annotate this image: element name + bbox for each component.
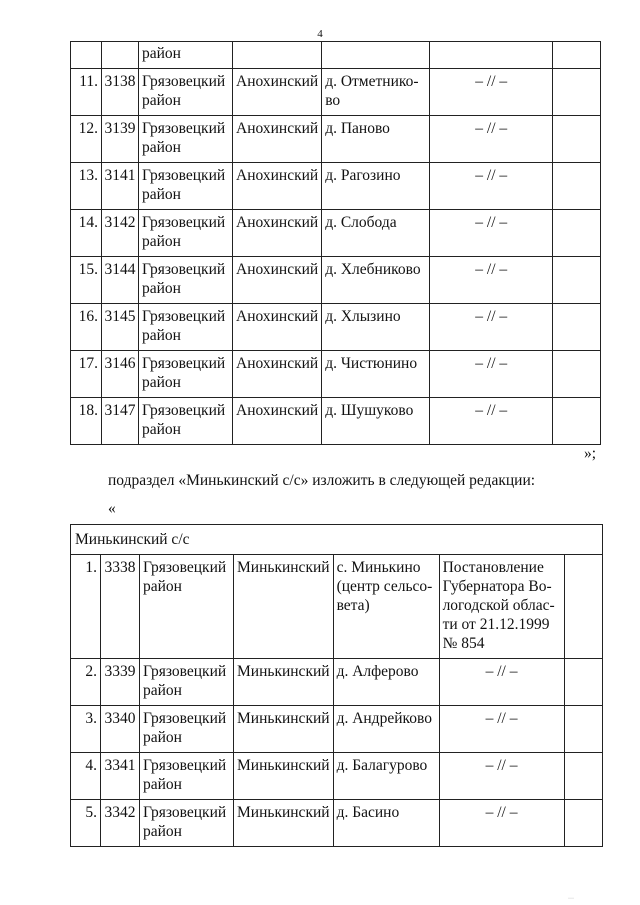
footer-mark: ···: [568, 896, 574, 902]
table-row: [71, 210, 601, 257]
cell-council: Минькинский: [234, 753, 334, 800]
opening-quote: «: [108, 500, 116, 517]
cell-doc: – // –: [430, 69, 553, 116]
settlements-table-minkinsky: [70, 524, 603, 847]
cell-council: Анохинский: [233, 351, 322, 398]
cell-name: д. Алферово: [333, 659, 439, 706]
cell-council: Анохинский: [233, 257, 322, 304]
cell-extra: [564, 706, 602, 753]
cell-doc: – // –: [439, 800, 564, 847]
cell-council: [233, 42, 322, 69]
cell-doc: – // –: [430, 304, 553, 351]
table-row: [71, 351, 601, 398]
cell-district: Грязовецкий район: [139, 69, 233, 116]
table-row-continuation: [71, 42, 601, 69]
cell-extra: [553, 42, 601, 69]
cell-num: 5.: [71, 800, 101, 847]
cell-code: 3339: [101, 659, 140, 706]
cell-council: Анохинский: [233, 69, 322, 116]
cell-district: Грязовецкий район: [139, 163, 233, 210]
cell-district: Грязовецкий район: [139, 304, 233, 351]
cell-name: д. Рагозино: [322, 163, 430, 210]
cell-extra: [553, 69, 601, 116]
cell-extra: [564, 800, 602, 847]
cell-num: 3.: [71, 706, 101, 753]
cell-district: Грязовецкий район: [139, 257, 233, 304]
cell-council: Анохинский: [233, 304, 322, 351]
cell-extra: [553, 210, 601, 257]
cell-name: д. Андрейково: [333, 706, 439, 753]
cell-extra: [553, 351, 601, 398]
cell-doc: – // –: [430, 116, 553, 163]
cell-doc: – // –: [430, 210, 553, 257]
cell-doc: – // –: [430, 351, 553, 398]
cell-council: Минькинский: [234, 555, 334, 659]
cell-name: д. Паново: [322, 116, 430, 163]
cell-council: Анохинский: [233, 398, 322, 445]
cell-doc: [430, 42, 553, 69]
cell-num: 13.: [71, 163, 102, 210]
table-row: [71, 257, 601, 304]
cell-extra: [553, 163, 601, 210]
cell-code: 3338: [101, 555, 140, 659]
cell-num: 15.: [71, 257, 102, 304]
cell-district: Грязовецкий район: [140, 753, 234, 800]
cell-extra: [564, 753, 602, 800]
cell-doc: – // –: [430, 398, 553, 445]
cell-num: 1.: [71, 555, 101, 659]
cell-num: 12.: [71, 116, 102, 163]
cell-num: 17.: [71, 351, 102, 398]
table-row: [71, 398, 601, 445]
cell-extra: [553, 304, 601, 351]
cell-extra: [564, 555, 602, 659]
section-title: Минькинский с/с: [71, 525, 603, 555]
cell-code: 3145: [102, 304, 139, 351]
table-row: [71, 800, 603, 847]
cell-extra: [553, 398, 601, 445]
table-row: [71, 753, 603, 800]
cell-num: 4.: [71, 753, 101, 800]
cell-code: 3342: [101, 800, 140, 847]
cell-code: 3144: [102, 257, 139, 304]
cell-name: д. Хлызино: [322, 304, 430, 351]
cell-district: Грязовецкий район: [139, 351, 233, 398]
cell-num: 14.: [71, 210, 102, 257]
table-row: [71, 659, 603, 706]
cell-council: Анохинский: [233, 116, 322, 163]
cell-code: 3141: [102, 163, 139, 210]
cell-extra: [553, 257, 601, 304]
cell-num: [71, 42, 102, 69]
cell-code: 3146: [102, 351, 139, 398]
cell-name: д. Хлебниково: [322, 257, 430, 304]
cell-code: 3341: [101, 753, 140, 800]
cell-name: д. Басино: [333, 800, 439, 847]
cell-council: Минькинский: [234, 706, 334, 753]
cell-code: 3340: [101, 706, 140, 753]
section-header-row: [71, 525, 603, 555]
cell-council: Анохинский: [233, 163, 322, 210]
cell-code: 3142: [102, 210, 139, 257]
cell-extra: [553, 116, 601, 163]
cell-code: 3138: [102, 69, 139, 116]
cell-num: 16.: [71, 304, 102, 351]
cell-council: Минькинский: [234, 800, 334, 847]
table-row: [71, 555, 603, 659]
cell-doc: – // –: [439, 706, 564, 753]
cell-name: д. Чистюнино: [322, 351, 430, 398]
cell-district: Грязовецкий район: [139, 210, 233, 257]
cell-name: д. Балагурово: [333, 753, 439, 800]
cell-code: 3147: [102, 398, 139, 445]
cell-extra: [564, 659, 602, 706]
page-number: 4: [317, 28, 323, 40]
cell-name: [322, 42, 430, 69]
instruction-text: подраздел «Минькинский с/с» изложить в следующей редакции:: [108, 472, 536, 489]
cell-district: Грязовецкий район: [140, 706, 234, 753]
cell-district: Грязовецкий район: [139, 116, 233, 163]
cell-council: Минькинский: [234, 659, 334, 706]
cell-num: 11.: [71, 69, 102, 116]
closing-quote: »;: [584, 445, 597, 462]
table-row: [71, 706, 603, 753]
cell-name: д. Слобода: [322, 210, 430, 257]
settlements-table-anokhinsky: [70, 41, 601, 445]
cell-name: д. Отметнико-во: [322, 69, 430, 116]
cell-doc: – // –: [430, 257, 553, 304]
table-row: [71, 163, 601, 210]
table-row: [71, 69, 601, 116]
cell-district: Грязовецкий район: [140, 800, 234, 847]
cell-council: Анохинский: [233, 210, 322, 257]
cell-name: с. Минькино (центр сельсо-вета): [333, 555, 439, 659]
cell-num: 18.: [71, 398, 102, 445]
cell-district: район: [139, 42, 233, 69]
cell-name: д. Шушуково: [322, 398, 430, 445]
cell-district: Грязовецкий район: [140, 555, 234, 659]
cell-doc: Постановление Губернатора Во-логодской облас-ти от 21.12.1999 № 854: [439, 555, 564, 659]
table-row: [71, 304, 601, 351]
cell-doc: – // –: [439, 753, 564, 800]
cell-code: [102, 42, 139, 69]
cell-doc: – // –: [439, 659, 564, 706]
cell-district: Грязовецкий район: [139, 398, 233, 445]
cell-doc: – // –: [430, 163, 553, 210]
table-row: [71, 116, 601, 163]
cell-code: 3139: [102, 116, 139, 163]
cell-num: 2.: [71, 659, 101, 706]
cell-district: Грязовецкий район: [140, 659, 234, 706]
